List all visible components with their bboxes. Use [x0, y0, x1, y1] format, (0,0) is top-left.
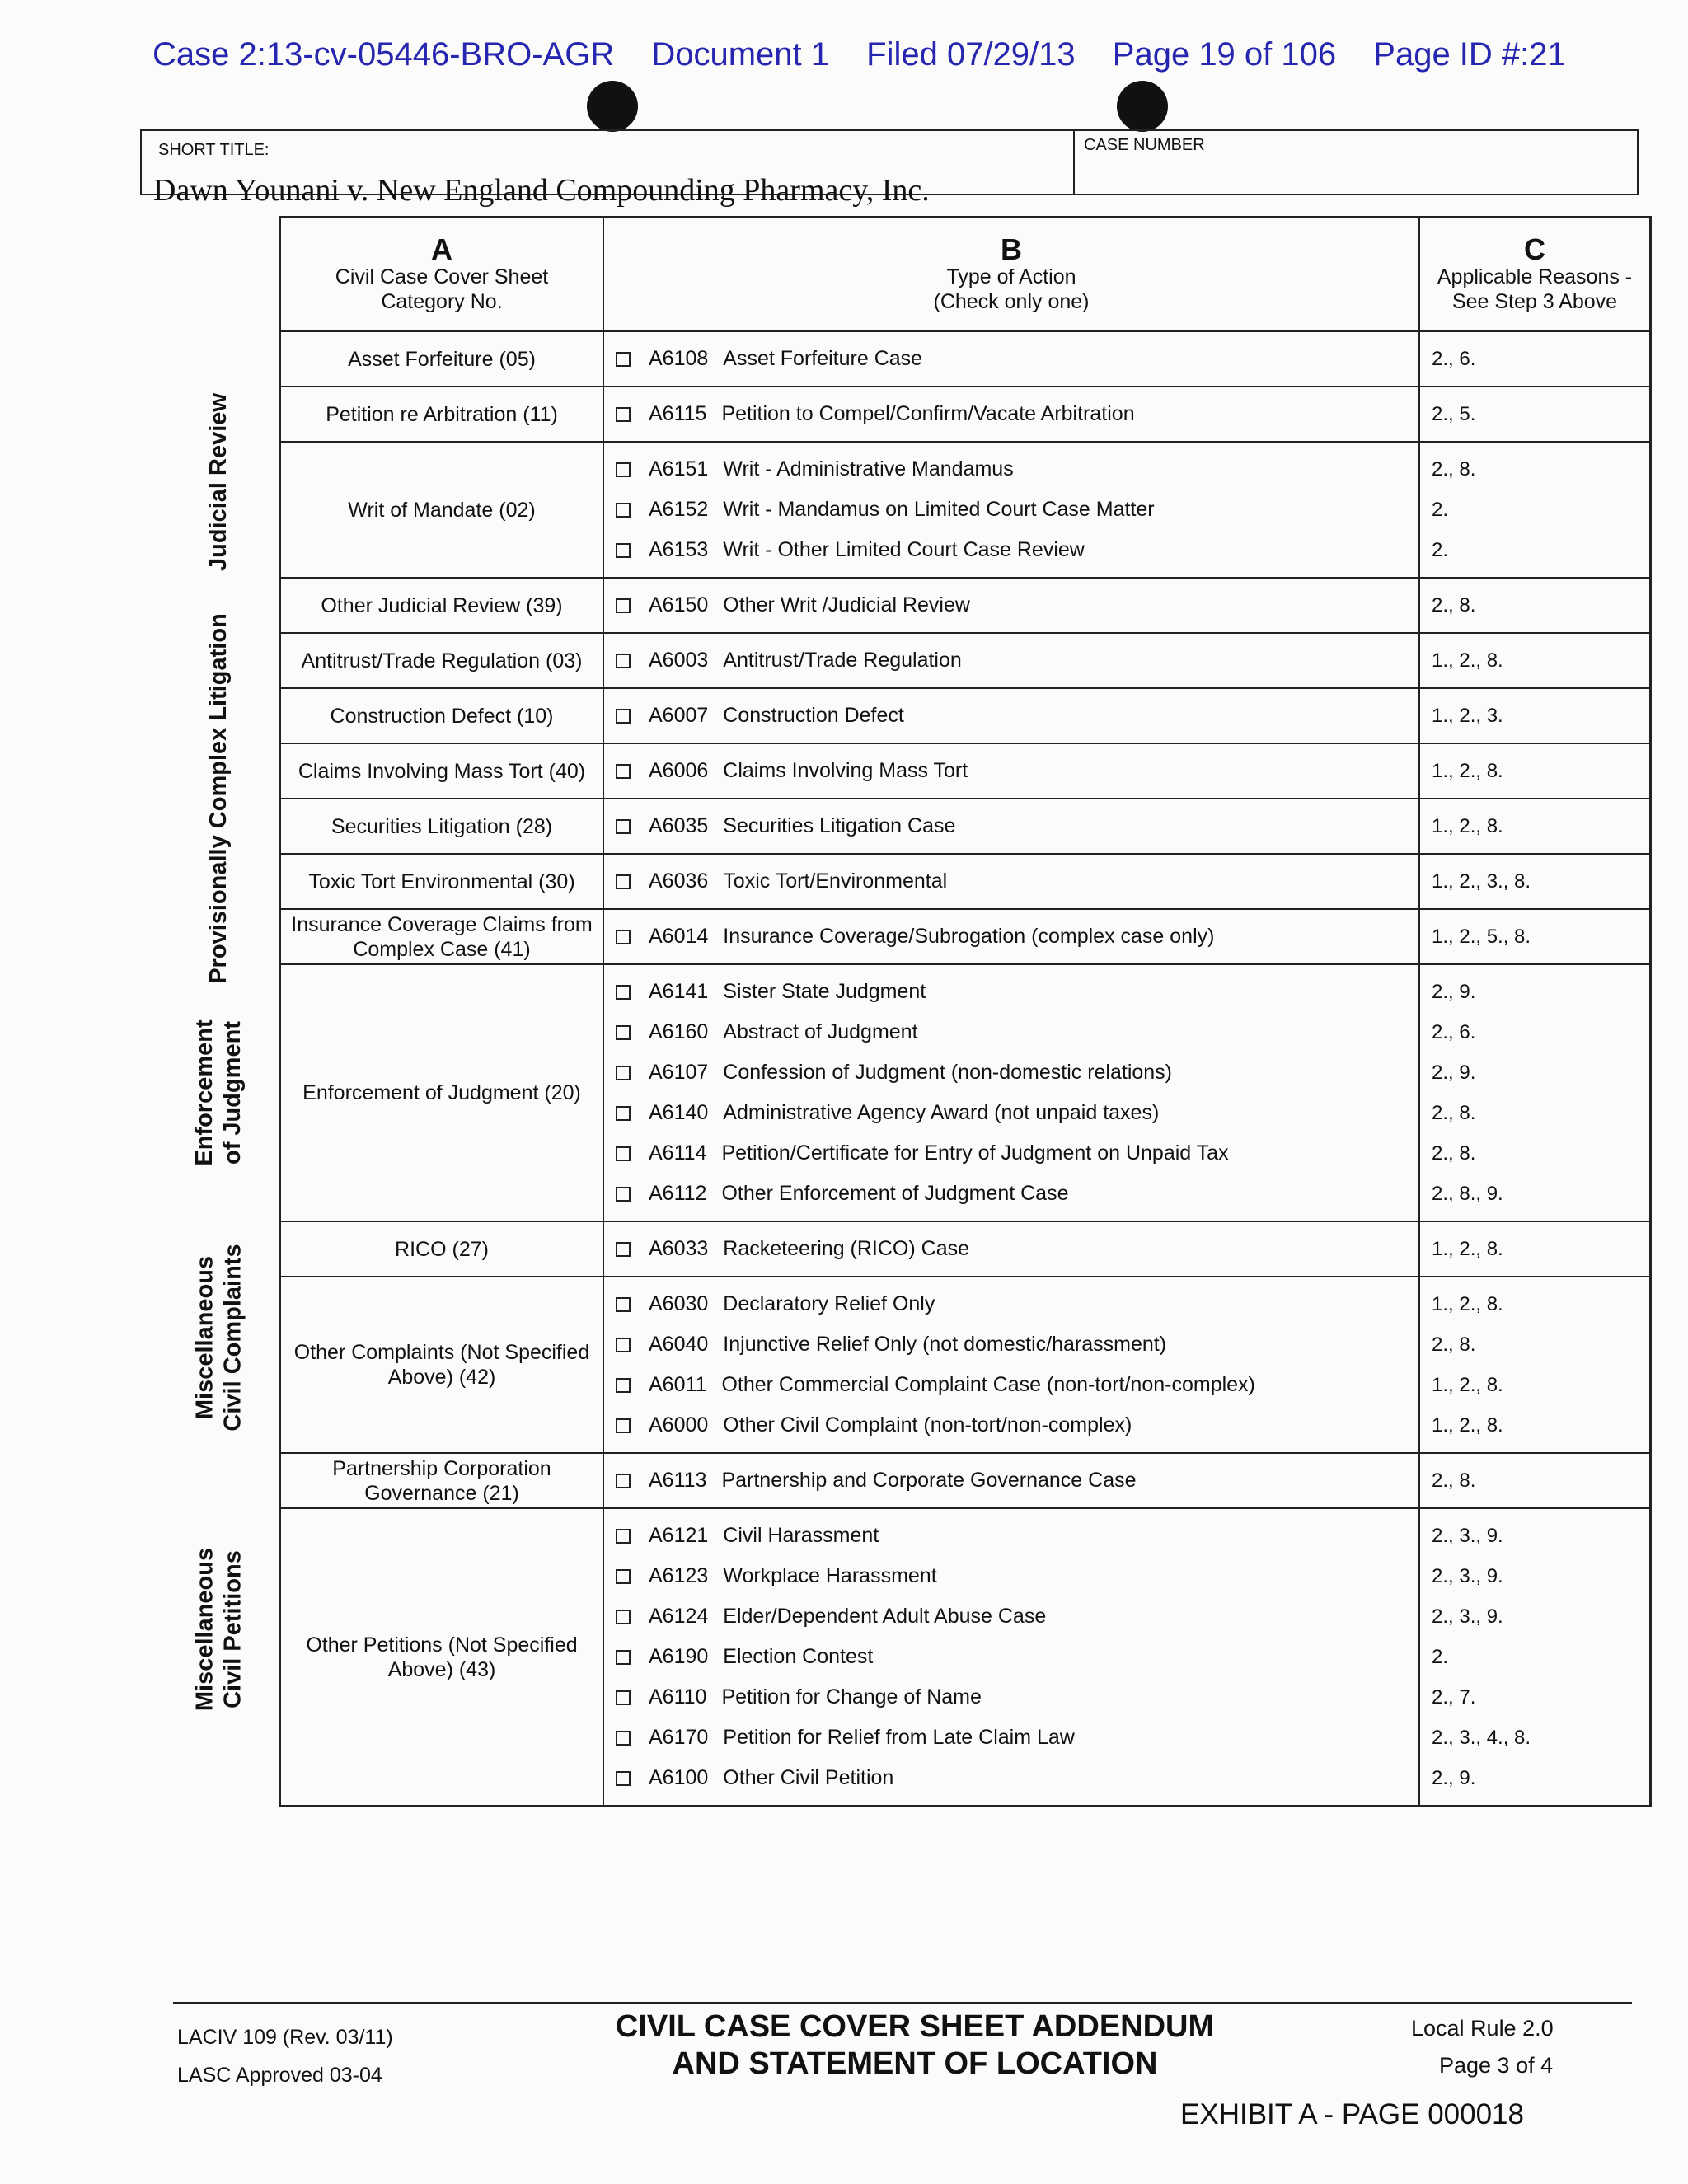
checkbox[interactable] — [616, 543, 631, 558]
checkbox[interactable] — [616, 598, 631, 613]
action-label: Administrative Agency Award (not unpaid taxes) — [723, 1101, 1160, 1124]
action-label: Construction Defect — [723, 704, 904, 727]
action-code: A6040 — [649, 1333, 709, 1356]
action-type-cell — [603, 633, 1419, 688]
reasons-cell — [1419, 799, 1651, 854]
column-c-header — [1419, 218, 1651, 332]
column-a-letter: A — [431, 232, 452, 266]
side-label-line1: Enforcement — [191, 1019, 218, 1166]
checkbox[interactable] — [616, 1418, 631, 1433]
reason-value: 1., 2., 8. — [1432, 759, 1503, 782]
checkbox[interactable] — [616, 462, 631, 477]
checkbox[interactable] — [616, 1378, 631, 1393]
action-label: Petition for Relief from Late Claim Law — [723, 1726, 1075, 1749]
action-option — [616, 1758, 1418, 1798]
action-label: Asset Forfeiture Case — [723, 347, 923, 370]
reason-value: 2., 9. — [1432, 1766, 1476, 1789]
filed-date-stamp: Filed 07/29/13 — [866, 36, 1076, 73]
checkbox[interactable] — [616, 1474, 631, 1488]
table-header-row — [280, 218, 1651, 332]
lasc-approval: LASC Approved 03-04 — [177, 2064, 382, 2087]
action-label: Securities Litigation Case — [723, 814, 956, 837]
checkbox[interactable] — [616, 1529, 631, 1544]
table-row — [280, 1277, 1651, 1453]
action-code: A6030 — [649, 1292, 709, 1315]
column-c-title-line1: Applicable Reasons - — [1437, 265, 1633, 288]
checkbox[interactable] — [616, 1297, 631, 1312]
table-row — [280, 387, 1651, 442]
action-option — [616, 1365, 1418, 1405]
action-label: Racketeering (RICO) Case — [723, 1237, 970, 1260]
side-label-text: Judicial Review — [205, 393, 232, 571]
checkbox[interactable] — [616, 1146, 631, 1161]
side-label-judicial-review — [181, 331, 256, 633]
action-option — [616, 1093, 1418, 1133]
action-option — [616, 1637, 1418, 1677]
category-cell: Partnership Corporation Governance (21) — [280, 1453, 604, 1508]
action-type-cell — [603, 799, 1419, 854]
table-row — [280, 1508, 1651, 1807]
column-c-title-line2: See Step 3 Above — [1451, 290, 1618, 313]
table-row — [280, 1221, 1651, 1277]
action-code: A6108 — [649, 347, 709, 370]
category-cell: Enforcement of Judgment (20) — [280, 964, 604, 1221]
checkbox[interactable] — [616, 709, 631, 724]
category-cell: Antitrust/Trade Regulation (03) — [280, 633, 604, 688]
table-row — [280, 909, 1651, 964]
reason-value: 1., 2., 8. — [1432, 1413, 1503, 1436]
action-type-cell — [603, 909, 1419, 964]
checkbox[interactable] — [616, 407, 631, 422]
checkbox[interactable] — [616, 1338, 631, 1352]
table-row — [280, 578, 1651, 633]
action-option — [616, 1284, 1418, 1324]
column-a-title-line2: Category No. — [381, 290, 503, 313]
action-option — [616, 972, 1418, 1012]
reasons-cell — [1419, 688, 1651, 743]
reason-value: 2., 9. — [1432, 1061, 1476, 1084]
action-code: A6151 — [649, 457, 709, 480]
checkbox[interactable] — [616, 764, 631, 779]
action-option — [616, 696, 1418, 736]
form-id: LACIV 109 (Rev. 03/11) — [177, 2026, 393, 2049]
category-cell: Construction Defect (10) — [280, 688, 604, 743]
reason-value: 1., 2., 8. — [1432, 1237, 1503, 1260]
action-code: A6014 — [649, 925, 709, 948]
category-cell: RICO (27) — [280, 1221, 604, 1277]
action-type-cell — [603, 1508, 1419, 1807]
footer-divider — [173, 2002, 1632, 2004]
reasons-cell — [1419, 854, 1651, 909]
action-option — [616, 1516, 1418, 1556]
reason-value: 1., 2., 5., 8. — [1432, 925, 1531, 948]
action-type-cell — [603, 743, 1419, 799]
reason-value: 1., 2., 8. — [1432, 1292, 1503, 1315]
reasons-cell — [1419, 1453, 1651, 1508]
action-option — [616, 1460, 1418, 1501]
action-option — [616, 490, 1418, 530]
action-type-cell — [603, 964, 1419, 1221]
action-code: A6141 — [649, 980, 709, 1003]
action-code: A6036 — [649, 869, 709, 893]
table-row — [280, 1453, 1651, 1508]
action-label: Injunctive Relief Only (not domestic/harassment) — [723, 1333, 1167, 1356]
category-cell: Other Judicial Review (39) — [280, 578, 604, 633]
reason-value: 2., 8. — [1432, 1333, 1476, 1356]
action-code: A6000 — [649, 1413, 709, 1436]
action-option — [616, 806, 1418, 846]
action-option — [616, 861, 1418, 902]
reason-value: 2., 8. — [1432, 1101, 1476, 1124]
category-cell: Insurance Coverage Claims from Complex Case (41) — [280, 909, 604, 964]
reasons-cell — [1419, 909, 1651, 964]
action-label: Other Civil Complaint (non-tort/non-complex) — [723, 1413, 1132, 1436]
action-option — [616, 1229, 1418, 1269]
action-code: A6152 — [649, 498, 709, 521]
action-label: Toxic Tort/Environmental — [723, 869, 948, 893]
action-option — [616, 1556, 1418, 1596]
reason-value: 2., 8., 9. — [1432, 1182, 1503, 1205]
checkbox[interactable] — [616, 930, 631, 944]
action-code: A6100 — [649, 1766, 709, 1789]
action-label: Sister State Judgment — [723, 980, 926, 1003]
action-option — [616, 585, 1418, 626]
reason-value: 2., 8. — [1432, 593, 1476, 616]
table-body — [280, 331, 1651, 1807]
title-box-divider — [1073, 131, 1075, 194]
page-count-stamp: Page 19 of 106 — [1112, 36, 1337, 73]
case-header-stamp — [152, 36, 1566, 73]
side-label-line2: of Judgment — [219, 1021, 246, 1165]
column-c-letter: C — [1524, 232, 1545, 266]
action-label: Election Contest — [723, 1645, 874, 1668]
category-cell: Securities Litigation (28) — [280, 799, 604, 854]
category-cell: Other Complaints (Not Specified Above) (42) — [280, 1277, 604, 1453]
reason-value: 1., 2., 8. — [1432, 649, 1503, 672]
reason-value: 2., 6. — [1432, 1020, 1476, 1043]
action-type-cell — [603, 1453, 1419, 1508]
side-label-misc-petitions — [181, 1453, 256, 1807]
checkbox[interactable] — [616, 874, 631, 889]
action-label: Partnership and Corporate Governance Case — [721, 1469, 1137, 1492]
reason-value: 1., 2., 3., 8. — [1432, 869, 1531, 893]
checkbox[interactable] — [616, 1025, 631, 1040]
column-b-letter: B — [1001, 232, 1022, 266]
action-code: A6007 — [649, 704, 709, 727]
case-title: Dawn Younani v. New England Compounding Pharmacy, Inc. — [153, 173, 930, 208]
side-label-misc-complaints — [181, 1221, 256, 1453]
action-code: A6170 — [649, 1726, 709, 1749]
action-code: A6006 — [649, 759, 709, 782]
table-row — [280, 743, 1651, 799]
side-label-line2: Civil Petitions — [219, 1550, 246, 1709]
action-label: Declaratory Relief Only — [723, 1292, 935, 1315]
reasons-cell — [1419, 964, 1651, 1221]
reason-value: 2., 8. — [1432, 1141, 1476, 1165]
table-row — [280, 688, 1651, 743]
reason-value: 2., 3., 9. — [1432, 1564, 1503, 1587]
action-label: Other Enforcement of Judgment Case — [721, 1182, 1069, 1205]
checkbox[interactable] — [616, 1771, 631, 1786]
form-title-line1: CIVIL CASE COVER SHEET ADDENDUM — [615, 2009, 1215, 2044]
form-title — [577, 2008, 1253, 2083]
action-option — [616, 530, 1418, 570]
checkbox[interactable] — [616, 352, 631, 367]
reason-value: 2., 6. — [1432, 347, 1476, 370]
action-type-cell — [603, 688, 1419, 743]
action-label: Elder/Dependent Adult Abuse Case — [723, 1605, 1047, 1628]
reason-value: 1., 2., 8. — [1432, 814, 1503, 837]
action-label: Insurance Coverage/Subrogation (complex case only) — [723, 925, 1215, 948]
action-code: A6140 — [649, 1101, 709, 1124]
action-option — [616, 916, 1418, 957]
action-type-cell — [603, 578, 1419, 633]
column-a-header — [280, 218, 604, 332]
action-option — [616, 640, 1418, 681]
category-cell: Asset Forfeiture (05) — [280, 331, 604, 387]
action-option — [616, 1405, 1418, 1446]
action-code: A6124 — [649, 1605, 709, 1628]
action-code: A6011 — [649, 1373, 707, 1396]
action-label: Other Writ /Judicial Review — [723, 593, 970, 616]
action-type-cell — [603, 442, 1419, 578]
action-label: Workplace Harassment — [723, 1564, 937, 1587]
action-code: A6160 — [649, 1020, 709, 1043]
category-cell: Claims Involving Mass Tort (40) — [280, 743, 604, 799]
side-label-text: Provisionally Complex Litigation — [205, 613, 232, 984]
action-option — [616, 394, 1418, 434]
action-code: A6112 — [649, 1182, 707, 1205]
checkbox[interactable] — [616, 654, 631, 668]
action-code: A6115 — [649, 402, 707, 425]
action-option — [616, 1718, 1418, 1758]
table-row — [280, 442, 1651, 578]
reasons-cell — [1419, 633, 1651, 688]
reasons-cell — [1419, 442, 1651, 578]
action-label: Claims Involving Mass Tort — [723, 759, 968, 782]
action-code: A6003 — [649, 649, 709, 672]
checkbox[interactable] — [616, 819, 631, 834]
category-cell: Writ of Mandate (02) — [280, 442, 604, 578]
checkbox[interactable] — [616, 1569, 631, 1584]
action-code: A6113 — [649, 1469, 707, 1492]
action-option — [616, 1133, 1418, 1174]
action-option — [616, 1174, 1418, 1214]
table-row — [280, 633, 1651, 688]
action-label: Other Commercial Complaint Case (non-tort/non-complex) — [721, 1373, 1255, 1396]
reason-value: 2., 3., 9. — [1432, 1605, 1503, 1628]
reasons-cell — [1419, 1221, 1651, 1277]
action-option — [616, 1677, 1418, 1718]
action-label: Writ - Administrative Mandamus — [723, 457, 1014, 480]
action-option — [616, 1052, 1418, 1093]
reason-value: 2., 9. — [1432, 980, 1476, 1003]
action-label: Petition for Change of Name — [721, 1685, 982, 1708]
action-option — [616, 1324, 1418, 1365]
action-code: A6114 — [649, 1141, 707, 1165]
checkbox[interactable] — [616, 1610, 631, 1624]
action-type-cell — [603, 1221, 1419, 1277]
action-type-cell — [603, 331, 1419, 387]
reason-value: 2., 8. — [1432, 457, 1476, 480]
action-code: A6190 — [649, 1645, 709, 1668]
case-number-label: CASE NUMBER — [1084, 136, 1205, 154]
action-option — [616, 339, 1418, 379]
action-label: Other Civil Petition — [723, 1766, 894, 1789]
column-b-header — [603, 218, 1419, 332]
checkbox[interactable] — [616, 1690, 631, 1705]
case-number-stamp: Case 2:13-cv-05446-BRO-AGR — [152, 36, 615, 73]
table-row — [280, 799, 1651, 854]
side-label-complex-litigation — [181, 613, 256, 984]
reason-value: 2., 3., 4., 8. — [1432, 1726, 1531, 1749]
reasons-cell — [1419, 743, 1651, 799]
side-label-enforcement — [181, 964, 256, 1221]
side-label-line1: Miscellaneous — [191, 1255, 218, 1419]
action-code: A6150 — [649, 593, 709, 616]
action-label: Civil Harassment — [723, 1524, 879, 1547]
action-code: A6153 — [649, 538, 709, 561]
action-code: A6033 — [649, 1237, 709, 1260]
page-number: Page 3 of 4 — [1439, 2053, 1554, 2078]
checkbox[interactable] — [616, 503, 631, 518]
action-code: A6123 — [649, 1564, 709, 1587]
action-option — [616, 1596, 1418, 1637]
action-label: Antitrust/Trade Regulation — [723, 649, 962, 672]
reasons-cell — [1419, 1277, 1651, 1453]
short-title-label: SHORT TITLE: — [158, 141, 270, 159]
column-a-title-line1: Civil Case Cover Sheet — [335, 265, 549, 288]
page-id-stamp: Page ID #:21 — [1373, 36, 1566, 73]
reasons-cell — [1419, 578, 1651, 633]
reason-value: 2. — [1432, 498, 1449, 521]
action-label: Abstract of Judgment — [723, 1020, 918, 1043]
reasons-cell — [1419, 387, 1651, 442]
action-option — [616, 751, 1418, 791]
action-type-cell — [603, 854, 1419, 909]
local-rule: Local Rule 2.0 — [1411, 2016, 1554, 2041]
action-type-cell — [603, 1277, 1419, 1453]
punch-hole-right — [1117, 81, 1168, 132]
table-row — [280, 331, 1651, 387]
action-code: A6121 — [649, 1524, 709, 1547]
action-option — [616, 449, 1418, 490]
document-number-stamp: Document 1 — [651, 36, 830, 73]
reason-value: 1., 2., 8. — [1432, 1373, 1503, 1396]
checkbox[interactable] — [616, 1187, 631, 1202]
category-cell: Other Petitions (Not Specified Above) (43) — [280, 1508, 604, 1807]
action-option — [616, 1012, 1418, 1052]
category-cell: Toxic Tort Environmental (30) — [280, 854, 604, 909]
action-label: Writ - Other Limited Court Case Review — [723, 538, 1085, 561]
action-label: Petition to Compel/Confirm/Vacate Arbitration — [721, 402, 1135, 425]
table-row — [280, 854, 1651, 909]
column-b-title-line1: Type of Action — [946, 265, 1076, 288]
reason-value: 1., 2., 3. — [1432, 704, 1503, 727]
form-title-line2: AND STATEMENT OF LOCATION — [672, 2046, 1158, 2081]
checkbox[interactable] — [616, 1106, 631, 1121]
reason-value: 2., 5. — [1432, 402, 1476, 425]
action-label: Writ - Mandamus on Limited Court Case Matter — [723, 498, 1155, 521]
reason-value: 2. — [1432, 538, 1449, 561]
side-label-line1: Miscellaneous — [191, 1548, 218, 1712]
checkbox[interactable] — [616, 1650, 631, 1665]
checkbox[interactable] — [616, 1066, 631, 1080]
short-title-box — [140, 129, 1639, 208]
reason-value: 2. — [1432, 1645, 1449, 1668]
case-type-table — [279, 216, 1652, 1807]
punch-hole-left — [587, 81, 638, 132]
action-label: Confession of Judgment (non-domestic relations) — [723, 1061, 1173, 1084]
exhibit-label: EXHIBIT A - PAGE 000018 — [1180, 2098, 1524, 2130]
action-code: A6035 — [649, 814, 709, 837]
checkbox[interactable] — [616, 985, 631, 1000]
action-code: A6107 — [649, 1061, 709, 1084]
reasons-cell — [1419, 1508, 1651, 1807]
reason-value: 2., 8. — [1432, 1469, 1476, 1492]
reasons-cell — [1419, 331, 1651, 387]
reason-value: 2., 7. — [1432, 1685, 1476, 1708]
column-b-title-line2: (Check only one) — [933, 290, 1090, 313]
action-type-cell — [603, 387, 1419, 442]
side-label-line2: Civil Complaints — [219, 1243, 246, 1432]
action-label: Petition/Certificate for Entry of Judgment on Unpaid Tax — [721, 1141, 1229, 1165]
action-code: A6110 — [649, 1685, 707, 1708]
checkbox[interactable] — [616, 1731, 631, 1746]
checkbox[interactable] — [616, 1242, 631, 1257]
table-row — [280, 964, 1651, 1221]
reason-value: 2., 3., 9. — [1432, 1524, 1503, 1547]
category-cell: Petition re Arbitration (11) — [280, 387, 604, 442]
